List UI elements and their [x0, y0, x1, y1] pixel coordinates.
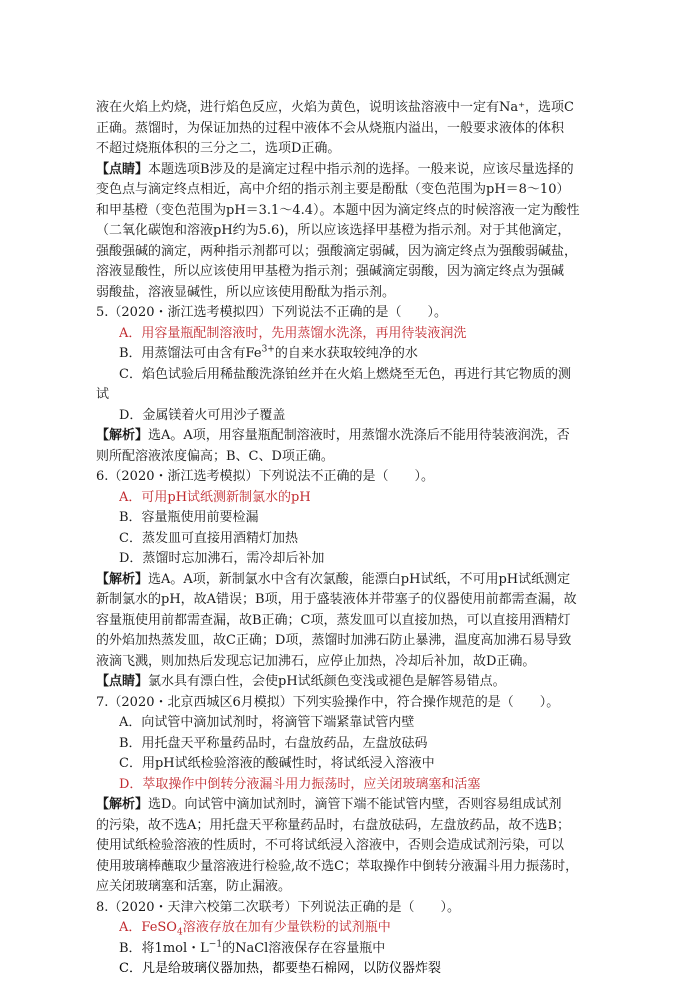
q7-option-c: C．用pH试纸检验溶液的酸碱性时，将试纸浸入溶液中 [119, 756, 435, 771]
q6-option-a: A．可用pH试纸测新制氯水的pH [119, 489, 311, 505]
q7-answer-tag: 【解析】 [96, 797, 149, 812]
q6-answer-line-3: 容量瓶使用前都需查漏，故B正确；C项，蒸发皿可以直接加热，可以直接用酒精灯 [96, 612, 571, 628]
q6-stem: 6.（2020・浙江选考模拟）下列说法不正确的是（ ）。 [96, 469, 434, 484]
q8-stem: 8.（2020・天津六校第二次联考）下列说法正确的是（ ）。 [96, 899, 460, 915]
q5-b-text-2: 的自来水获取较纯净的水 [274, 346, 418, 361]
q6-answer-line-1 [96, 570, 616, 591]
q6-answer-line-2: 新制氯水的pH，故A错误；B项，用于盛装液体并带塞子的仪器使用前都需查漏，故 [96, 592, 577, 607]
q7-answer-text: 选D。向试管中滴加试剂时，滴管下端不能试管内壁，否则容易组成试剂 [148, 797, 562, 812]
q5-answer-text: 选A。A项，用容量瓶配制溶液时，用蒸馏水洗涤后不能用待装液润洗，否 [148, 428, 570, 443]
tip-line-3: 和甲基橙（变色范围为pH＝3.1～4.4）。本题中因为滴定终点的时候溶液一定为酸性 [96, 202, 580, 218]
q5-b-text-1: B．用蒸馏法可由含有Fe [119, 346, 262, 361]
q8-b-sup: −1 [208, 939, 223, 950]
intro-line-1: 液在火焰上灼烧，进行焰色反应，火焰为黄色，说明该盐溶液中一定有Na⁺，选项C [96, 100, 574, 115]
q8-a-sub: 4 [176, 927, 183, 938]
q5-b-sup: 3+ [261, 344, 275, 355]
q8-b-text-1: B．将1mol・L [119, 940, 209, 956]
q5-option-b [119, 344, 639, 365]
intro-line-3: 不超过烧瓶体积的三分之二，选项D正确。 [96, 141, 341, 156]
tip-line-6: 溶液显酸性，所以应该使用甲基橙为指示剂；强碱滴定弱酸，因为滴定终点为强碱 [96, 264, 565, 279]
q6-answer-line-5: 液滴飞溅，则加热后发现忘记加沸石，应停止加热，冷却后补加，故D正确。 [96, 653, 536, 669]
q5-option-d: D．金属镁着火可用沙子覆盖 [119, 407, 286, 423]
q7-answer-line-4: 使用玻璃棒蘸取少量溶液进行检验,故不选C；萃取操作中倒转分液漏斗用力振荡时， [96, 858, 579, 874]
q7-answer-line-2: 的污染，故不选A；用托盘天平称量药品时，右盘放砝码，左盘放药品，故不选B； [96, 817, 570, 833]
q8-option-a [119, 918, 639, 939]
tip-line-2: 变色点与滴定终点相近，高中介绍的指示剂主要是酚酞（变色范围为pH＝8～10） [96, 182, 570, 197]
q8-b-text-2: 的NaCl溶液保存在容量瓶中 [222, 940, 386, 956]
q8-a-text-1: A．FeSO [119, 920, 177, 935]
q6-tip-tag: 【点睛】 [96, 674, 149, 689]
q7-option-b: B．用托盘天平称量药品时，右盘放药品，左盘放砝码 [119, 735, 428, 751]
tip-line-7: 弱酸盐，溶液显碱性，所以应该使用酚酞为指示剂。 [96, 284, 396, 300]
q7-answer-line-1 [96, 795, 616, 816]
tip-tag: 【点睛】 [96, 161, 149, 177]
q5-option-a: A．用容量瓶配制溶液时，先用蒸馏水洗涤，再用待装液润洗 [119, 325, 467, 341]
q6-tip-text: 氯水具有漂白性，会使pH试纸颜色变浅或褪色是解答易错点。 [148, 674, 506, 689]
q6-answer-tag: 【解析】 [96, 571, 149, 587]
q6-option-d: D．蒸馏时忘加沸石，需冷却后补加 [119, 551, 325, 566]
q5-answer-line-2: 则所配溶液浓度偏高；B、C、D项正确。 [96, 448, 334, 464]
tip-line-4: （二氧化碳饱和溶液pH约为5.6)，所以应该选择甲基橙为指示剂。对于其他滴定， [96, 223, 571, 238]
tip-line-5: 强酸强碱的滴定，两种指示剂都可以；强酸滴定弱碱，因为滴定终点为强酸弱碱盐， [96, 243, 578, 259]
q5-answer-tag: 【解析】 [96, 428, 149, 443]
q5-option-c-line-1: C．焰色试验后用稀盐酸洗涤铂丝并在火焰上燃烧至无色，再进行其它物质的测 [119, 366, 571, 382]
q6-answer-line-4: 的外焰加热蒸发皿，故C正确；D项，蒸馏时加沸石防止暴沸，温度高加沸石易导致 [96, 633, 572, 648]
q8-option-c: C．凡是给玻璃仪器加热，都要垫石棉网，以防仪器炸裂 [119, 961, 441, 976]
q6-option-b: B．容量瓶使用前要检漏 [119, 510, 259, 525]
tip-paragraph-line-1 [96, 160, 616, 181]
tip-text: 本题选项B涉及的是滴定过程中指示剂的选择。一般来说，应该尽量选择的 [148, 161, 574, 177]
q7-answer-line-5: 应关闭玻璃塞和活塞，防止漏液。 [96, 879, 292, 894]
q6-tip [96, 672, 616, 693]
intro-line-2: 正确。蒸馏时，为保证加热的过程中液体不会从烧瓶内溢出，一般要求液体的体积 [96, 120, 565, 136]
q6-option-c: C．蒸发皿可直接用酒精灯加热 [119, 530, 298, 546]
q8-option-b [119, 939, 639, 960]
q7-stem: 7.（2020・北京西城区6月模拟）下列实验操作中，符合操作规范的是（ ）。 [96, 694, 560, 710]
q5-stem: 5.（2020・浙江选考模拟四）下列说法不正确的是（ ）。 [96, 305, 447, 320]
q8-a-text-2: 溶液存放在加有少量铁粉的试剂瓶中 [182, 920, 391, 935]
q5-option-c-line-2: 试 [96, 387, 110, 402]
q7-answer-line-3: 使用试纸检验溶液的性质时，不可将试纸浸入溶液中，否则会造成试剂污染，可以 [96, 838, 565, 853]
q7-option-a: A．向试管中滴加试剂时，将滴管下端紧靠试管内壁 [119, 715, 415, 730]
q6-answer-text: 选A。A项，新制氯水中含有次氯酸，能漂白pH试纸，不可用pH试纸测定 [148, 571, 571, 587]
q7-option-d: D．萃取操作中倒转分液漏斗用力振荡时，应关闭玻璃塞和活塞 [119, 776, 481, 792]
q5-answer-line-1 [96, 426, 616, 447]
